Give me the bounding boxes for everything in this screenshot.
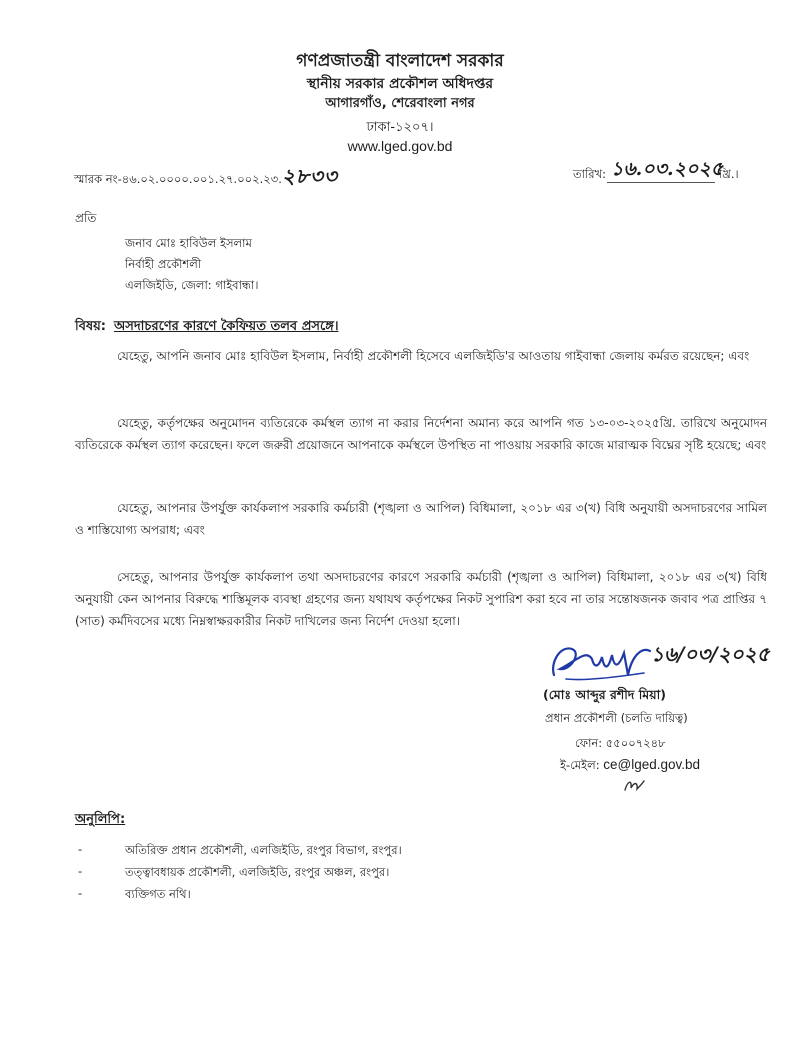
signature-scribble — [546, 635, 656, 690]
memo-number — [74, 162, 338, 195]
letterhead-website: www.lged.gov.bd — [347, 138, 453, 154]
memo-handwritten-number: ২৮৩৩ — [281, 164, 338, 188]
copy-bullet: - — [78, 864, 83, 878]
body-paragraph-2: যেহেতু, কর্তৃপক্ষের অনুমোদন ব্যতিরেকে কর্মস্থল ত্যাগ না করার নির্দেশনা অমান্য করে আপনি গত ১৩-০৩-২০২৫খ্রি. তারিখে অনুমোদন ব্যতিরেকে কর্মস্থল ত্যাগ করেছেন। ফলে জরুরী প্রয়োজনে আপনাকে কর্মস্থলে উপস্থিত না পাওয়ায় সরকারি কাজে মারাত্মক বিঘ্নের সৃষ্টি হয়েছে; এবং — [75, 416, 767, 452]
date-handwritten: ১৬.০৩.২০২৫ — [611, 158, 724, 180]
copy-item-3: ব্যক্তিগত নথি। — [125, 887, 191, 901]
signatory-email-line — [560, 757, 700, 776]
signatory-name: (মোঃ আব্দুর রশীদ মিয়া) — [543, 687, 666, 702]
initial-scribble — [622, 776, 646, 796]
subject-text: অসদাচরণের কারণে কৈফিয়ত তলব প্রসঙ্গে। — [113, 319, 339, 334]
recipient-office: এলজিইডি, জেলা: গাইবান্ধা। — [125, 278, 259, 292]
letterhead-department: স্থানীয় সরকার প্রকৌশল অধিদপ্তর — [306, 76, 494, 92]
copy-item-2: তত্ত্বাবধায়ক প্রকৌশলী, এলজিইডি, রংপুর অঞ্চল, রংপুর। — [125, 865, 390, 879]
body-paragraph-3: যেহেতু, আপনার উপর্যুক্ত কার্যকলাপ সরকারি কর্মচারী (শৃঙ্খলা ও আপিল) বিধিমালা, ২০১৮ এর ৩(খ) বিধি অনুযায়ী অসদাচরণের সামিল ও শাস্তিযোগ্য অপরাধ; এবং — [75, 501, 767, 537]
subject-line — [75, 317, 338, 338]
recipient-designation: নির্বাহী প্রকৌশলী — [125, 257, 202, 271]
copy-bullet: - — [78, 842, 83, 856]
date-label: তারিখ: — [573, 167, 607, 181]
signature-handwritten-date: ১৬/০৩/২০২৫ — [651, 642, 770, 666]
memo-prefix: স্মারক নং-৪৬.০২.০০০০.০০১.২৭.০০২.২৩. — [74, 172, 282, 186]
copy-bullet: - — [78, 886, 83, 900]
recipient-name: জনাব মোঃ হাবিউল ইসলাম — [125, 236, 252, 250]
letterhead-city: ঢাকা-১২০৭। — [366, 120, 434, 135]
email-label: ই-মেইল: — [560, 758, 600, 772]
to-label: প্রতি — [75, 211, 97, 225]
copies-heading: অনুলিপি: — [75, 812, 126, 827]
copy-item-1: অতিরিক্ত প্রধান প্রকৌশলী, এলজিইডি, রংপুর বিভাগ, রংপুর। — [125, 843, 402, 857]
subject-label: বিষয়: — [75, 319, 106, 334]
signatory-phone: ফোন: ৫৫০০৭২৪৮ — [575, 736, 666, 750]
date-suffix: খ্রি.। — [719, 167, 739, 181]
body-paragraph-1: যেহেতু, আপনি জনাব মোঃ হাবিউল ইসলাম, নির্বাহী প্রকৌশলী হিসেবে এলজিইডি'র আওতায় গাইবান্ধা জেলায় কর্মরত রয়েছেন; এবং — [117, 349, 750, 363]
letterhead-address: আগারগাঁও, শেরেবাংলা নগর — [325, 96, 475, 111]
letterhead-title: গণপ্রজাতন্ত্রী বাংলাদেশ সরকার — [296, 51, 504, 71]
body-paragraph-4: সেহেতু, আপনার উপর্যুক্ত কার্যকলাপ তথা অসদাচরণের কারণে সরকারি কর্মচারী (শৃঙ্খলা ও আপিল) বিধিমালা, ২০১৮ এর ৩(খ) বিধি অনুযায়ী কেন আপনার বিরুদ্ধে শাস্তিমূলক ব্যবস্থা গ্রহণের জন্য যথাযথ কর্তৃপক্ষের নিকট সুপারিশ করা হবে না তার সন্তোষজনক জবাব পত্র প্রাপ্তির ৭ (সাত) কর্মদিবসের মধ্যে নিম্নস্বাক্ষরকারীর নিকট দাখিলের জন্য নির্দেশ দেওয়া হলো। — [75, 570, 767, 628]
email-address: ce@lged.gov.bd — [603, 757, 701, 772]
signatory-designation: প্রধান প্রকৌশলী (চলতি দায়িত্ব) — [545, 711, 688, 725]
